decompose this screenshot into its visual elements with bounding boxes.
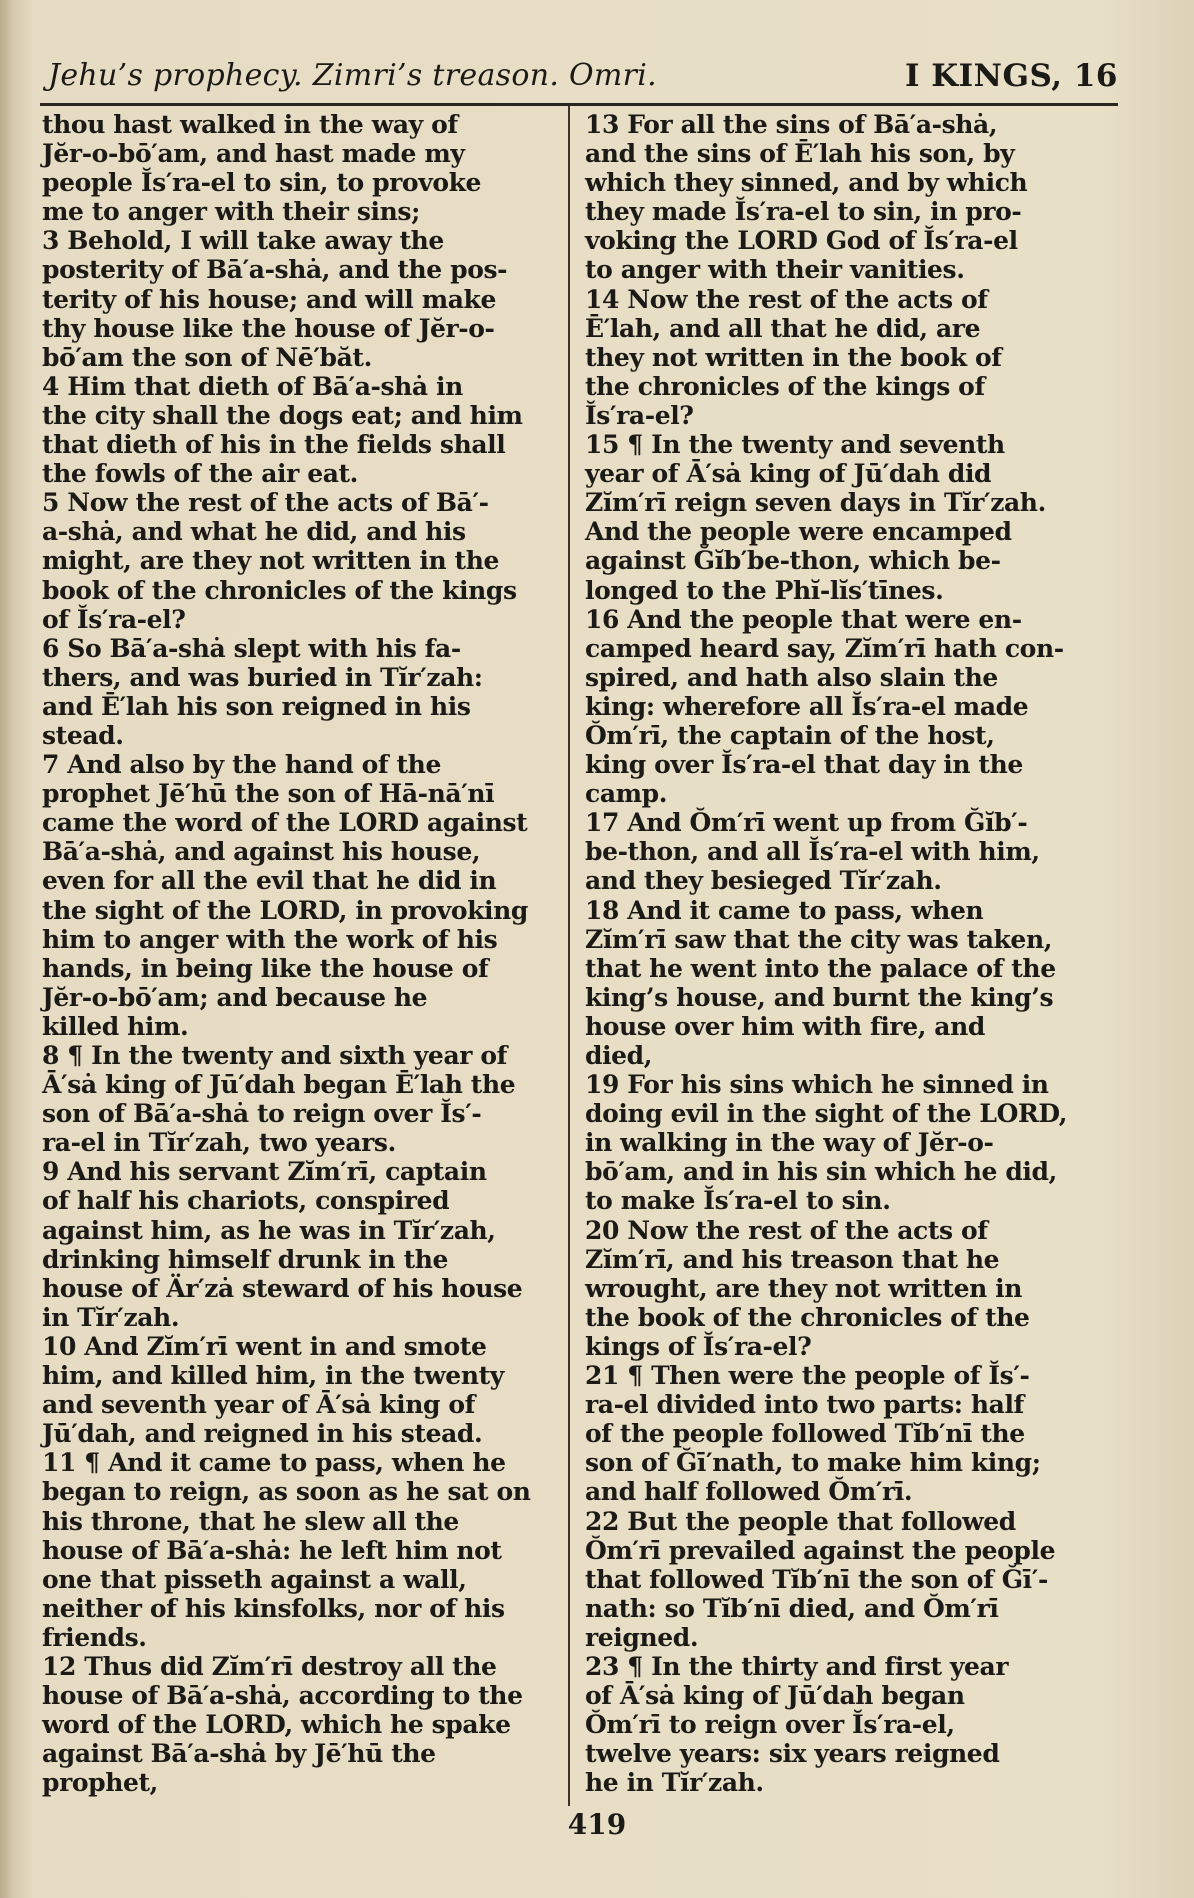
header-rule [40,103,1118,106]
text-line: me to anger with their sins; [42,197,420,227]
text-line: of half his chariots, conspired [42,1186,450,1216]
text-line: terity of his house; and will make [42,284,496,314]
text-line: him, and killed him, in the twenty [42,1361,504,1391]
text-line: 13 For all the sins of Bā′a-shȧ, [585,110,998,139]
running-header [40,58,1118,104]
text-line: drinking himself drunk in the [42,1244,449,1274]
text-line: king over Ĭs′ra-el that day in the [585,750,1023,780]
text-line: to make Ĭs′ra-el to sin. [585,1186,891,1216]
text-line: 20 Now the rest of the acts of [585,1215,988,1245]
text-line: his throne, that he slew all the [42,1506,459,1536]
text-line: 22 But the people that followed [585,1506,1016,1536]
text-line: 17 And Ŏm′rī went up from Ğĭb′- [585,808,1028,838]
text-line: bō′am, and in his sin which he did, [585,1157,1057,1187]
text-line: 11 ¶ And it came to pass, when he [42,1448,506,1478]
text-line: which they sinned, and by which [585,168,1028,198]
text-line: of Ĭs′ra-el? [42,604,186,634]
text-line: kings of Ĭs′ra-el? [585,1331,812,1361]
text-line: the fowls of the air eat. [42,459,358,489]
text-line: friends. [42,1622,147,1652]
left-text-column [42,110,554,1797]
column-divider [568,106,570,1806]
text-line: book of the chronicles of the kings [42,575,517,605]
text-line: the city shall the dogs eat; and him [42,400,523,430]
text-line: twelve years: six years reigned [585,1739,1000,1769]
text-line: he in Tĭr′zah. [585,1768,764,1798]
text-line: 23 ¶ In the thirty and first year [585,1651,1009,1681]
text-line: to anger with their vanities. [585,255,965,285]
text-line: 14 Now the rest of the acts of [585,284,988,314]
text-line: stead. [42,720,124,750]
text-line: longed to the Phĭ-lĭs′tīnes. [585,575,944,605]
text-line: and the sins of Ē′lah his son, by [585,139,1015,169]
text-line: that dieth of his in the fields shall [42,430,506,460]
text-line: son of Ğī′nath, to make him king; [585,1448,1041,1478]
text-line: And the people were encamped [585,517,1012,547]
text-line: 8 ¶ In the twenty and sixth year of [42,1041,507,1070]
text-line: and half followed Ŏm′rī. [585,1477,913,1507]
text-line: in walking in the way of Jĕr-o- [585,1128,994,1158]
text-line: 3 Behold, I will take away the [42,226,444,256]
text-line: nath: so Tĭb′nī died, and Ŏm′rī [585,1593,999,1623]
text-line: Ŏm′rī to reign over Ĭs′ra-el, [585,1710,955,1740]
text-line: word of the LORD, which he spake [42,1710,511,1740]
text-line: house of Bā′a-shȧ, according to the [42,1681,523,1711]
text-line: Bā′a-shȧ, and against his house, [42,837,481,867]
text-line: 16 And the people that were en- [585,604,1022,634]
text-line: the chronicles of the kings of [585,371,985,401]
text-line: wrought, are they not written in [585,1273,1023,1303]
text-line: the sight of the LORD, in provoking [42,895,528,925]
text-line: Ē′lah, and all that he did, are [585,313,981,343]
text-line: Zĭm′rī reign seven days in Tĭr′zah. [585,488,1046,518]
text-line: 12 Thus did Zĭm′rī destroy all the [42,1651,497,1681]
text-line: the book of the chronicles of the [585,1302,1030,1332]
text-line: Jū′dah, and reigned in his stead. [42,1419,483,1449]
text-line: Jĕr-o-bō′am, and hast made my [42,139,465,169]
text-line: might, are they not written in the [42,546,499,576]
text-line: that he went into the palace of the [585,953,1056,983]
text-line: Zĭm′rī saw that the city was taken, [585,924,1053,954]
text-line: Ā′sȧ king of Jū′dah began Ē′lah the [42,1070,516,1100]
text-line: and seventh year of Ā′sȧ king of [42,1390,475,1420]
text-line: in Tĭr′zah. [42,1302,180,1332]
text-line: year of Ā′sȧ king of Jū′dah did [585,459,992,489]
text-line: Ŏm′rī, the captain of the host, [585,720,995,750]
text-line: against Ğĭb′be-thon, which be- [585,546,1001,576]
text-line: Ŏm′rī prevailed against the people [585,1535,1056,1565]
page-number: 419 [567,1808,627,1841]
text-line: prophet Jē′hū the son of Hā-nā′nī [42,779,495,809]
text-line: camp. [585,779,668,809]
text-line: of the people followed Tĭb′nī the [585,1419,1025,1449]
text-line: neither of his kinsfolks, nor of his [42,1593,505,1623]
text-line: doing evil in the sight of the LORD, [585,1099,1068,1129]
text-line: bō′am the son of Nē′băt. [42,342,372,372]
text-line: thou hast walked in the way of [42,110,458,139]
text-line: against him, as he was in Tĭr′zah, [42,1215,496,1245]
text-line: him to anger with the work of his [42,924,498,954]
text-line: hands, in being like the house of [42,953,489,983]
text-line: people Ĭs′ra-el to sin, to provoke [42,168,482,198]
text-line: voking the LORD God of Ĭs′ra-el [585,226,1018,256]
text-line: Zĭm′rī, and his treason that he [585,1244,1000,1274]
text-line: even for all the evil that he did in [42,866,497,896]
text-line: 18 And it came to pass, when [585,895,984,925]
text-line: 19 For his sins which he sinned in [585,1070,1049,1100]
text-line: posterity of Bā′a-shȧ, and the pos- [42,255,508,285]
text-line: and they besieged Tĭr′zah. [585,866,942,896]
text-line: of Ā′sȧ king of Jū′dah began [585,1681,965,1711]
text-line: ra-el in Tĭr′zah, two years. [42,1128,396,1158]
text-line: came the word of the LORD against [42,808,528,838]
text-line: king: wherefore all Ĭs′ra-el made [585,691,1029,721]
text-line: 21 ¶ Then were the people of Ĭs′- [585,1361,1030,1391]
text-line: a-shȧ, and what he did, and his [42,517,466,547]
text-line: spired, and hath also slain the [585,662,998,692]
text-line: thers, and was buried in Tĭr′zah: [42,662,483,692]
text-line: king’s house, and burnt the king’s [585,982,1054,1012]
text-line: 15 ¶ In the twenty and seventh [585,430,1005,460]
text-line: killed him. [42,1011,189,1041]
text-line: 5 Now the rest of the acts of Bā′- [42,488,489,518]
book-chapter: I KINGS, 16 [904,58,1118,94]
text-line: and Ē′lah his son reigned in his [42,691,471,721]
text-line: 7 And also by the hand of the [42,750,441,780]
text-line: 9 And his servant Zĭm′rī, captain [42,1157,487,1187]
text-line: 6 So Bā′a-shȧ slept with his fa- [42,633,461,663]
text-line: house of Bā′a-shȧ: he left him not [42,1535,502,1565]
text-line: they not written in the book of [585,342,1002,372]
text-line: son of Bā′a-shȧ to reign over Ĭs′- [42,1099,482,1129]
text-line: prophet, [42,1768,158,1798]
text-line: reigned. [585,1622,699,1652]
text-line: house of Är′zȧ steward of his house [42,1273,523,1303]
text-line: be-thon, and all Ĭs′ra-el with him, [585,837,1040,867]
text-line: one that pisseth against a wall, [42,1564,467,1594]
text-line: camped heard say, Zĭm′rī hath con- [585,633,1064,663]
text-line: house over him with fire, and [585,1011,985,1041]
text-line: began to reign, as soon as he sat on [42,1477,531,1507]
text-line: that followed Tĭb′nī the son of Ğī′- [585,1564,1048,1594]
running-title: Jehu’s prophecy. Zimri’s treason. Omri. [48,58,658,93]
text-line: Ĭs′ra-el? [585,400,694,430]
text-line: died, [585,1041,653,1070]
text-line: 10 And Zĭm′rī went in and smote [42,1331,487,1361]
text-line: ra-el divided into two parts: half [585,1390,1024,1420]
text-line: they made Ĭs′ra-el to sin, in pro- [585,197,1022,227]
text-line: Jĕr-o-bō′am; and because he [42,982,428,1012]
text-line: 4 Him that dieth of Bā′a-shȧ in [42,371,463,401]
text-line: against Bā′a-shȧ by Jē′hū the [42,1739,436,1769]
text-line: thy house like the house of Jĕr-o- [42,313,495,343]
right-text-column [585,110,1120,1797]
